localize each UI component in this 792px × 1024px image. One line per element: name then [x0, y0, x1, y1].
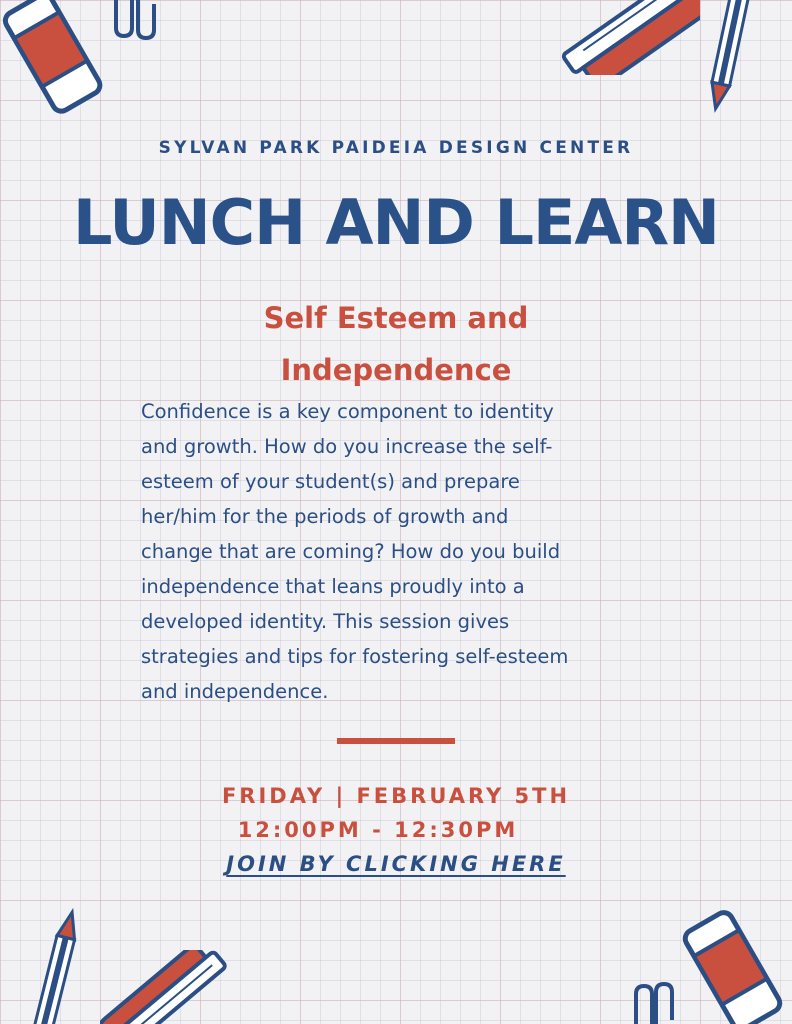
divider [337, 738, 455, 744]
eraser-icon [672, 905, 792, 1024]
organization-name: SYLVAN PARK PAIDEIA DESIGN CENTER [158, 138, 634, 158]
pencil-icon [30, 905, 90, 1024]
eraser-icon [0, 0, 120, 120]
description-line: independence that leans proudly into a [141, 575, 525, 598]
description-line: developed identity. This session gives [141, 610, 510, 633]
description-line: her/him for the periods of growth and [141, 505, 509, 528]
event-time: 12:00PM - 12:30PM [237, 818, 519, 842]
stapler-icon [100, 950, 230, 1024]
paperclip-icon [108, 0, 158, 45]
description-line: Confidence is a key component to identity [141, 400, 554, 423]
session-title-line: Self Esteem and [263, 301, 529, 335]
join-link[interactable]: JOIN BY CLICKING HERE [226, 852, 566, 876]
session-title-line: Independence [280, 353, 512, 387]
description-line: and independence. [141, 680, 329, 703]
session-title [196, 292, 596, 396]
event-date: FRIDAY | FEBRUARY 5TH [221, 784, 571, 808]
stapler-icon [560, 0, 700, 75]
description-line: change that are coming? How do you build [141, 540, 561, 563]
description-line: esteem of your student(s) and prepare [141, 470, 520, 493]
pencil-icon [698, 0, 758, 115]
paperclip-icon [628, 980, 678, 1024]
description-line: strategies and tips for fostering self-esteem [141, 645, 569, 668]
page-title: LUNCH AND LEARN [73, 186, 719, 259]
session-description [141, 394, 661, 709]
description-line: and growth. How do you increase the self- [141, 435, 553, 458]
